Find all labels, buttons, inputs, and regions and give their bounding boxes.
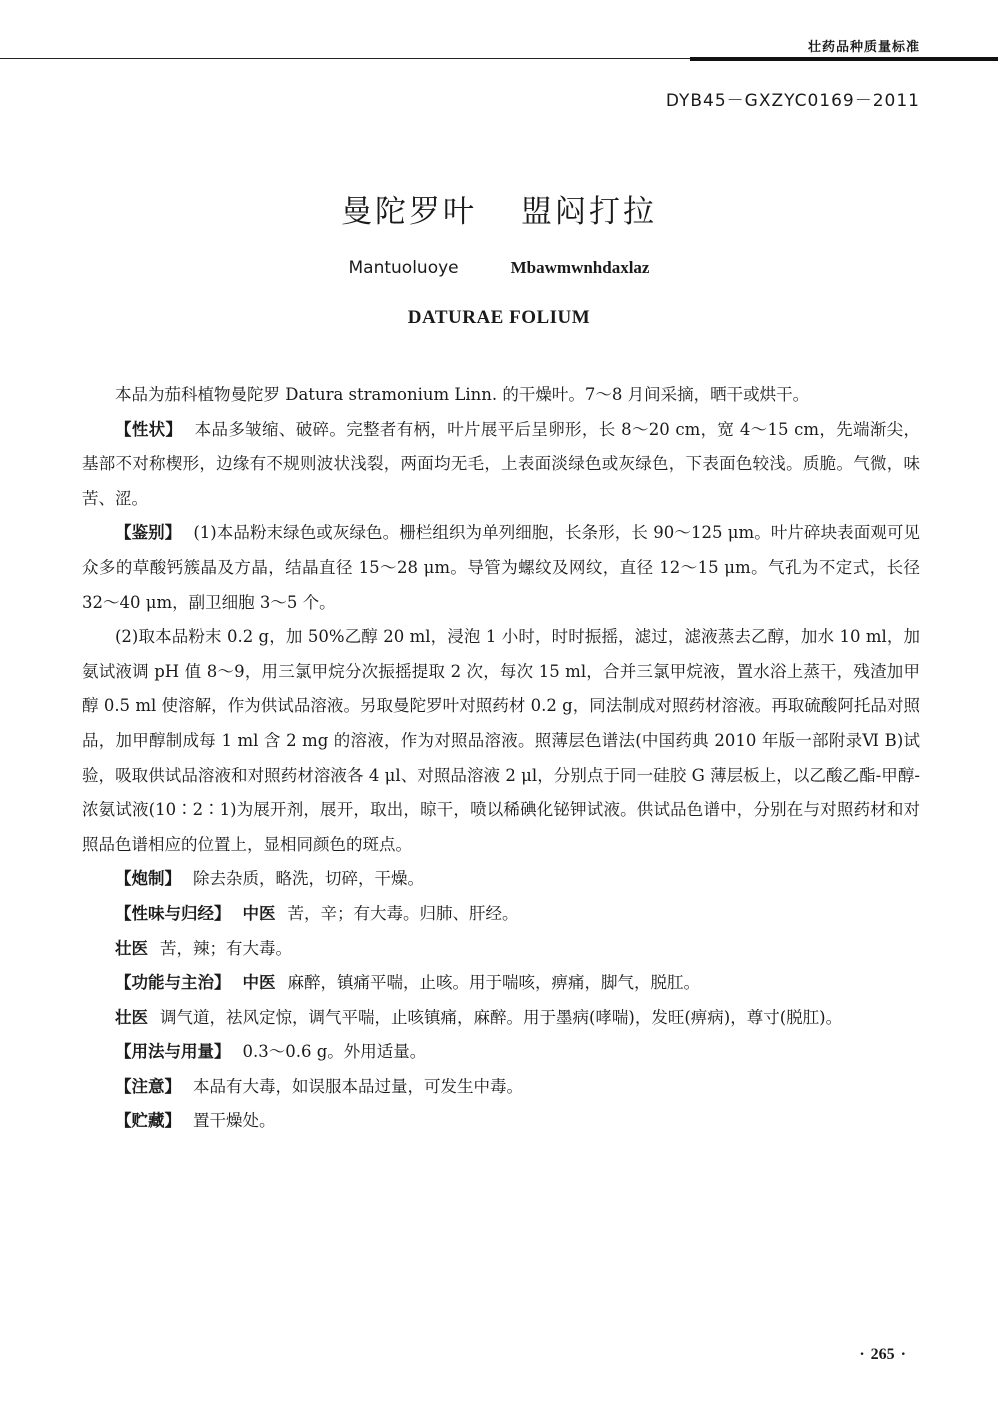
section-text: 苦，辛；有大毒。归肺、肝经。 [287, 903, 519, 923]
section-jianbie-2: (2)取本品粉末 0.2 g，加 50%乙醇 20 ml，浸泡 1 小时，时时振摇，滤过，滤液蒸去乙醇，加水 10 ml，加氨试液调 pH 值 8～9，用三氯甲烷分次振摇提取 2 次，每次 15 ml，合并三氯甲烷液，置水浴上蒸干，残渣加甲醇 0.5 ml 使溶解，作为供试品溶液。另取曼陀罗叶对照药材 0.2 g，同法制成对照药材溶液。再取硫酸阿托品对照品，加甲醇制成每 1 ml 含 2 mg 的溶液，作为对照品溶液。照薄层色谱法(中国药典 2010 年版一部附录Ⅵ B)试验，吸取供试品溶液和对照药材溶液各 4 μl、对照品溶液 2 μl，分别点于同一硅胶 G 薄层板上，以乙酸乙酯-甲醇-浓氨试液(10∶2∶1)为展开剂，展开，取出，晾干，喷以稀碘化铋钾试液。供试品色谱中，分别在与对照药材和对照品色谱相应的位置上，显相同颜色的斑点。 [82, 627, 920, 854]
section-text: 苦，辣；有大毒。 [160, 938, 292, 958]
section-xingwei-zhuang [82, 932, 920, 967]
section-text: 除去杂质，略洗，切碎，干燥。 [193, 869, 424, 889]
title-pinyin: Mantuoluoye [348, 258, 459, 278]
section-zhucang [82, 1104, 920, 1139]
title-pinyin-line [0, 258, 998, 278]
page-title [0, 186, 998, 231]
section-heading: 【鉴别】 [115, 523, 182, 543]
intro-paragraph: 本品为茄科植物曼陀罗 Datura stramonium Linn. 的干燥叶。7～8 月间采摘，晒干或烘干。 [115, 385, 810, 404]
section-yongfa [82, 1035, 920, 1070]
title-zhuang: 盟闷打拉 [521, 194, 657, 230]
section-heading: 【性状】 [115, 419, 183, 439]
zhuang-label: 壮医 [115, 938, 148, 958]
title-zhuang-pinyin: Mbawmwnhdaxlaz [510, 258, 650, 277]
section-heading: 【性味与归经】 [115, 903, 231, 923]
section-gongneng-zhuang [82, 1001, 920, 1036]
section-text: (1)本品粉末绿色或灰绿色。栅栏组织为单列细胞，长条形，长 90～125 μm。叶片碎块表面观可见众多的草酸钙簇晶及方晶，结晶直径 15～28 μm。导管为螺纹及网纹，直径 12～15 μm。气孔为不定式，长径 32～40 μm，副卫细胞 3～5 个。 [82, 523, 920, 612]
section-text: 本品有大毒，如误服本品过量，可发生中毒。 [193, 1076, 523, 1096]
monograph-body [82, 378, 920, 1139]
section-text: 本品多皱缩、破碎。完整者有柄，叶片展平后呈卵形，长 8～20 cm，宽 4～15 cm，先端渐尖，基部不对称楔形，边缘有不规则波状浅裂，两面均无毛，上表面淡绿色或灰绿色，下表面色较浅。质脆。气微，味苦、涩。 [82, 419, 920, 508]
section-text: 调气道，祛风定惊，调气平喘，止咳镇痛，麻醉。用于墨病(哮喘)，发旺(痹病)，尊寸(脱肛)。 [160, 1007, 843, 1027]
title-chinese: 曼陀罗叶 [341, 194, 477, 230]
section-heading: 【炮制】 [115, 869, 181, 889]
document-code: DYB45－GXZYC0169－2011 [665, 91, 920, 111]
section-heading: 【功能与主治】 [115, 973, 231, 993]
section-zhuyi [82, 1070, 920, 1105]
section-gongneng [82, 966, 920, 1001]
header-rule-thick [690, 57, 998, 61]
section-text: 麻醉，镇痛平喘，止咳。用于喘咳，痹痛，脚气，脱肛。 [287, 973, 700, 993]
section-jianbie [82, 516, 920, 620]
running-header: 壮药品种质量标准 [807, 40, 920, 55]
section-xingzhuang [82, 413, 920, 517]
section-xingwei [82, 897, 920, 932]
section-heading: 【注意】 [115, 1076, 181, 1096]
page-number: · 265 · [859, 1346, 906, 1363]
tcm-label: 中医 [242, 973, 276, 993]
title-latin: DATURAE FOLIUM [407, 307, 591, 328]
tcm-label: 中医 [242, 903, 276, 923]
section-paozhi [82, 862, 920, 897]
page-number-value: 265 [870, 1346, 895, 1363]
section-heading: 【贮藏】 [115, 1111, 181, 1131]
zhuang-label: 壮医 [115, 1007, 148, 1027]
section-heading: 【用法与用量】 [115, 1042, 231, 1062]
section-text: 置干燥处。 [193, 1111, 276, 1131]
section-text: 0.3～0.6 g。外用适量。 [242, 1042, 427, 1062]
